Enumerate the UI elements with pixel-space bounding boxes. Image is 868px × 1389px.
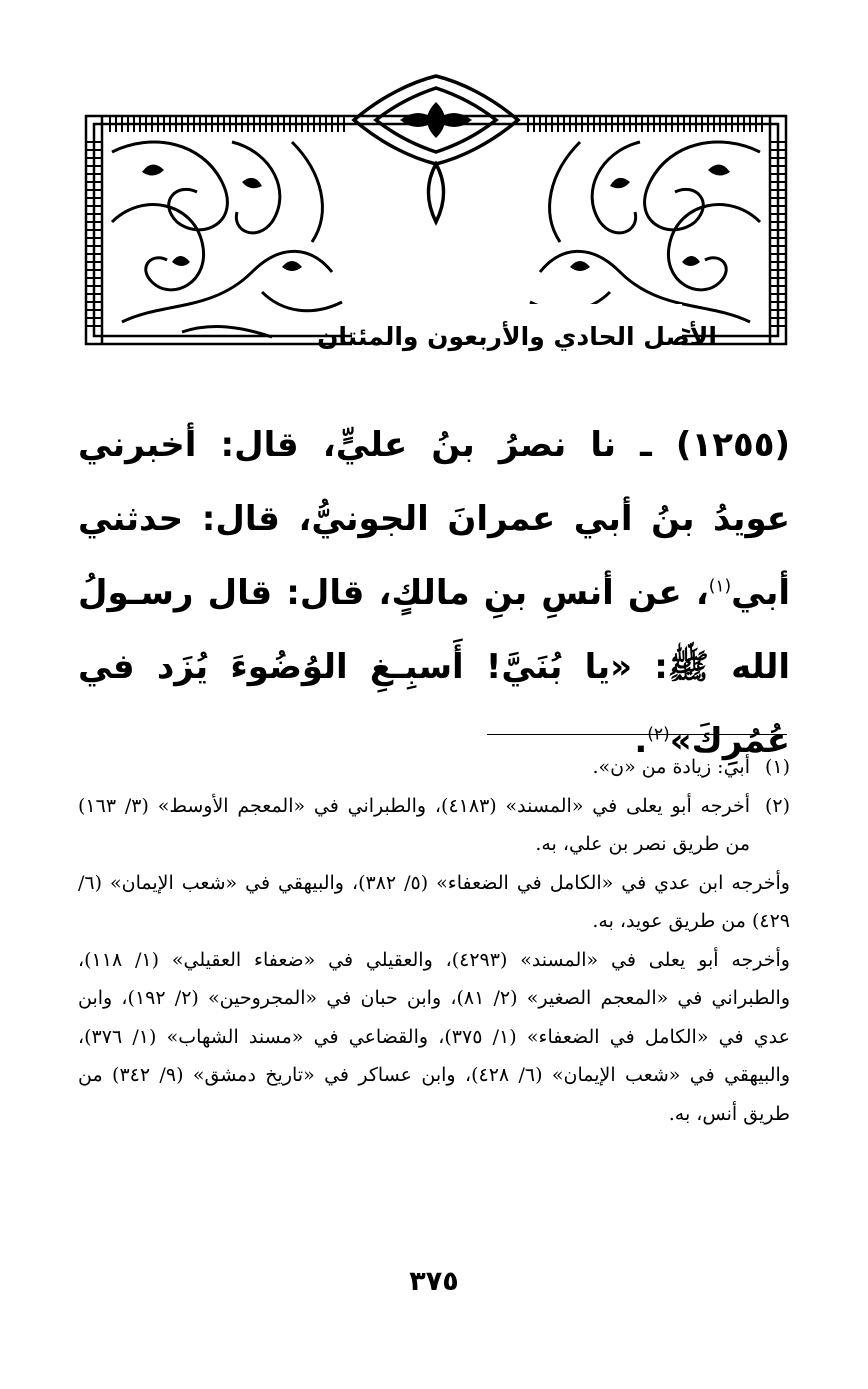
footnotes bbox=[78, 748, 790, 1133]
hadith-text-part2: ، عن أنسِ بنِ مالكٍ، قال: قال رسـولُ الله ﷺ: «يا بُنَيَّ! أَسبِـغِ الوُضُوءَ يُزَد في عُمُرِكَ» bbox=[78, 573, 790, 761]
hadith-number: (١٢٥٥) bbox=[675, 425, 790, 465]
hadith-text-part1: ـ نا نصرُ بنُ عليٍّ، قال: أخبرني عويدُ بنُ أبي عمرانَ الجونيُّ، قال: حدثني أبي bbox=[78, 425, 790, 613]
footnote-2-continuation-2: وأخرجه أبو يعلى في «المسند» (٤٢٩٣)، والعقيلي في «ضعفاء العقيلي» (١/ ١١٨)، والطبراني في «المعجم الصغير» (٢/ ٨١)، وابن حبان في «المجروحين» (٢/ ١٩٢)، وابن عدي في «الكامل في الضعفاء» (١/ ٣٧٥)، والقضاعي في «مسند الشهاب» (١/ ٣٧٦)، والبيهقي في «شعب الإيمان» (٦/ ٤٢٨)، وابن عساكر في «تاريخ دمشق» (٩/ ٣٤٢) من طريق أنس، به. bbox=[78, 948, 790, 1125]
footnote-separator bbox=[487, 734, 787, 735]
hadith-text-end: . bbox=[634, 721, 648, 761]
page-number: ٣٧٥ bbox=[409, 1266, 459, 1297]
chapter-ornament bbox=[82, 72, 790, 352]
footnote-text: أبي: زيادة من «ن». bbox=[592, 756, 750, 778]
footnote-text: أخرجه أبو يعلى في «المسند» (٤١٨٣)، والطبراني في «المعجم الأوسط» (٣/ ١٦٣) من طريق نصر بن علي، به. bbox=[78, 794, 750, 855]
hadith-text bbox=[78, 408, 790, 778]
chapter-title: الأصل الحادي والأربعون والمئتان bbox=[317, 321, 717, 351]
footnote-marker: (١) bbox=[764, 756, 790, 778]
footnote-1 bbox=[78, 748, 790, 787]
footnote-ref-2[interactable]: (٢) bbox=[647, 724, 670, 745]
chapter-title-box bbox=[317, 304, 717, 368]
footnote-marker: (٢) bbox=[764, 794, 790, 817]
footnote-2 bbox=[78, 787, 790, 864]
footnote-2-continuation-1: وأخرجه ابن عدي في «الكامل في الضعفاء» (٥/ ٣٨٢)، والبيهقي في «شعب الإيمان» (٦/ ٤٢٩) من طريق عويد، به. bbox=[78, 871, 790, 932]
footnote-ref-1[interactable]: (١) bbox=[708, 576, 732, 597]
